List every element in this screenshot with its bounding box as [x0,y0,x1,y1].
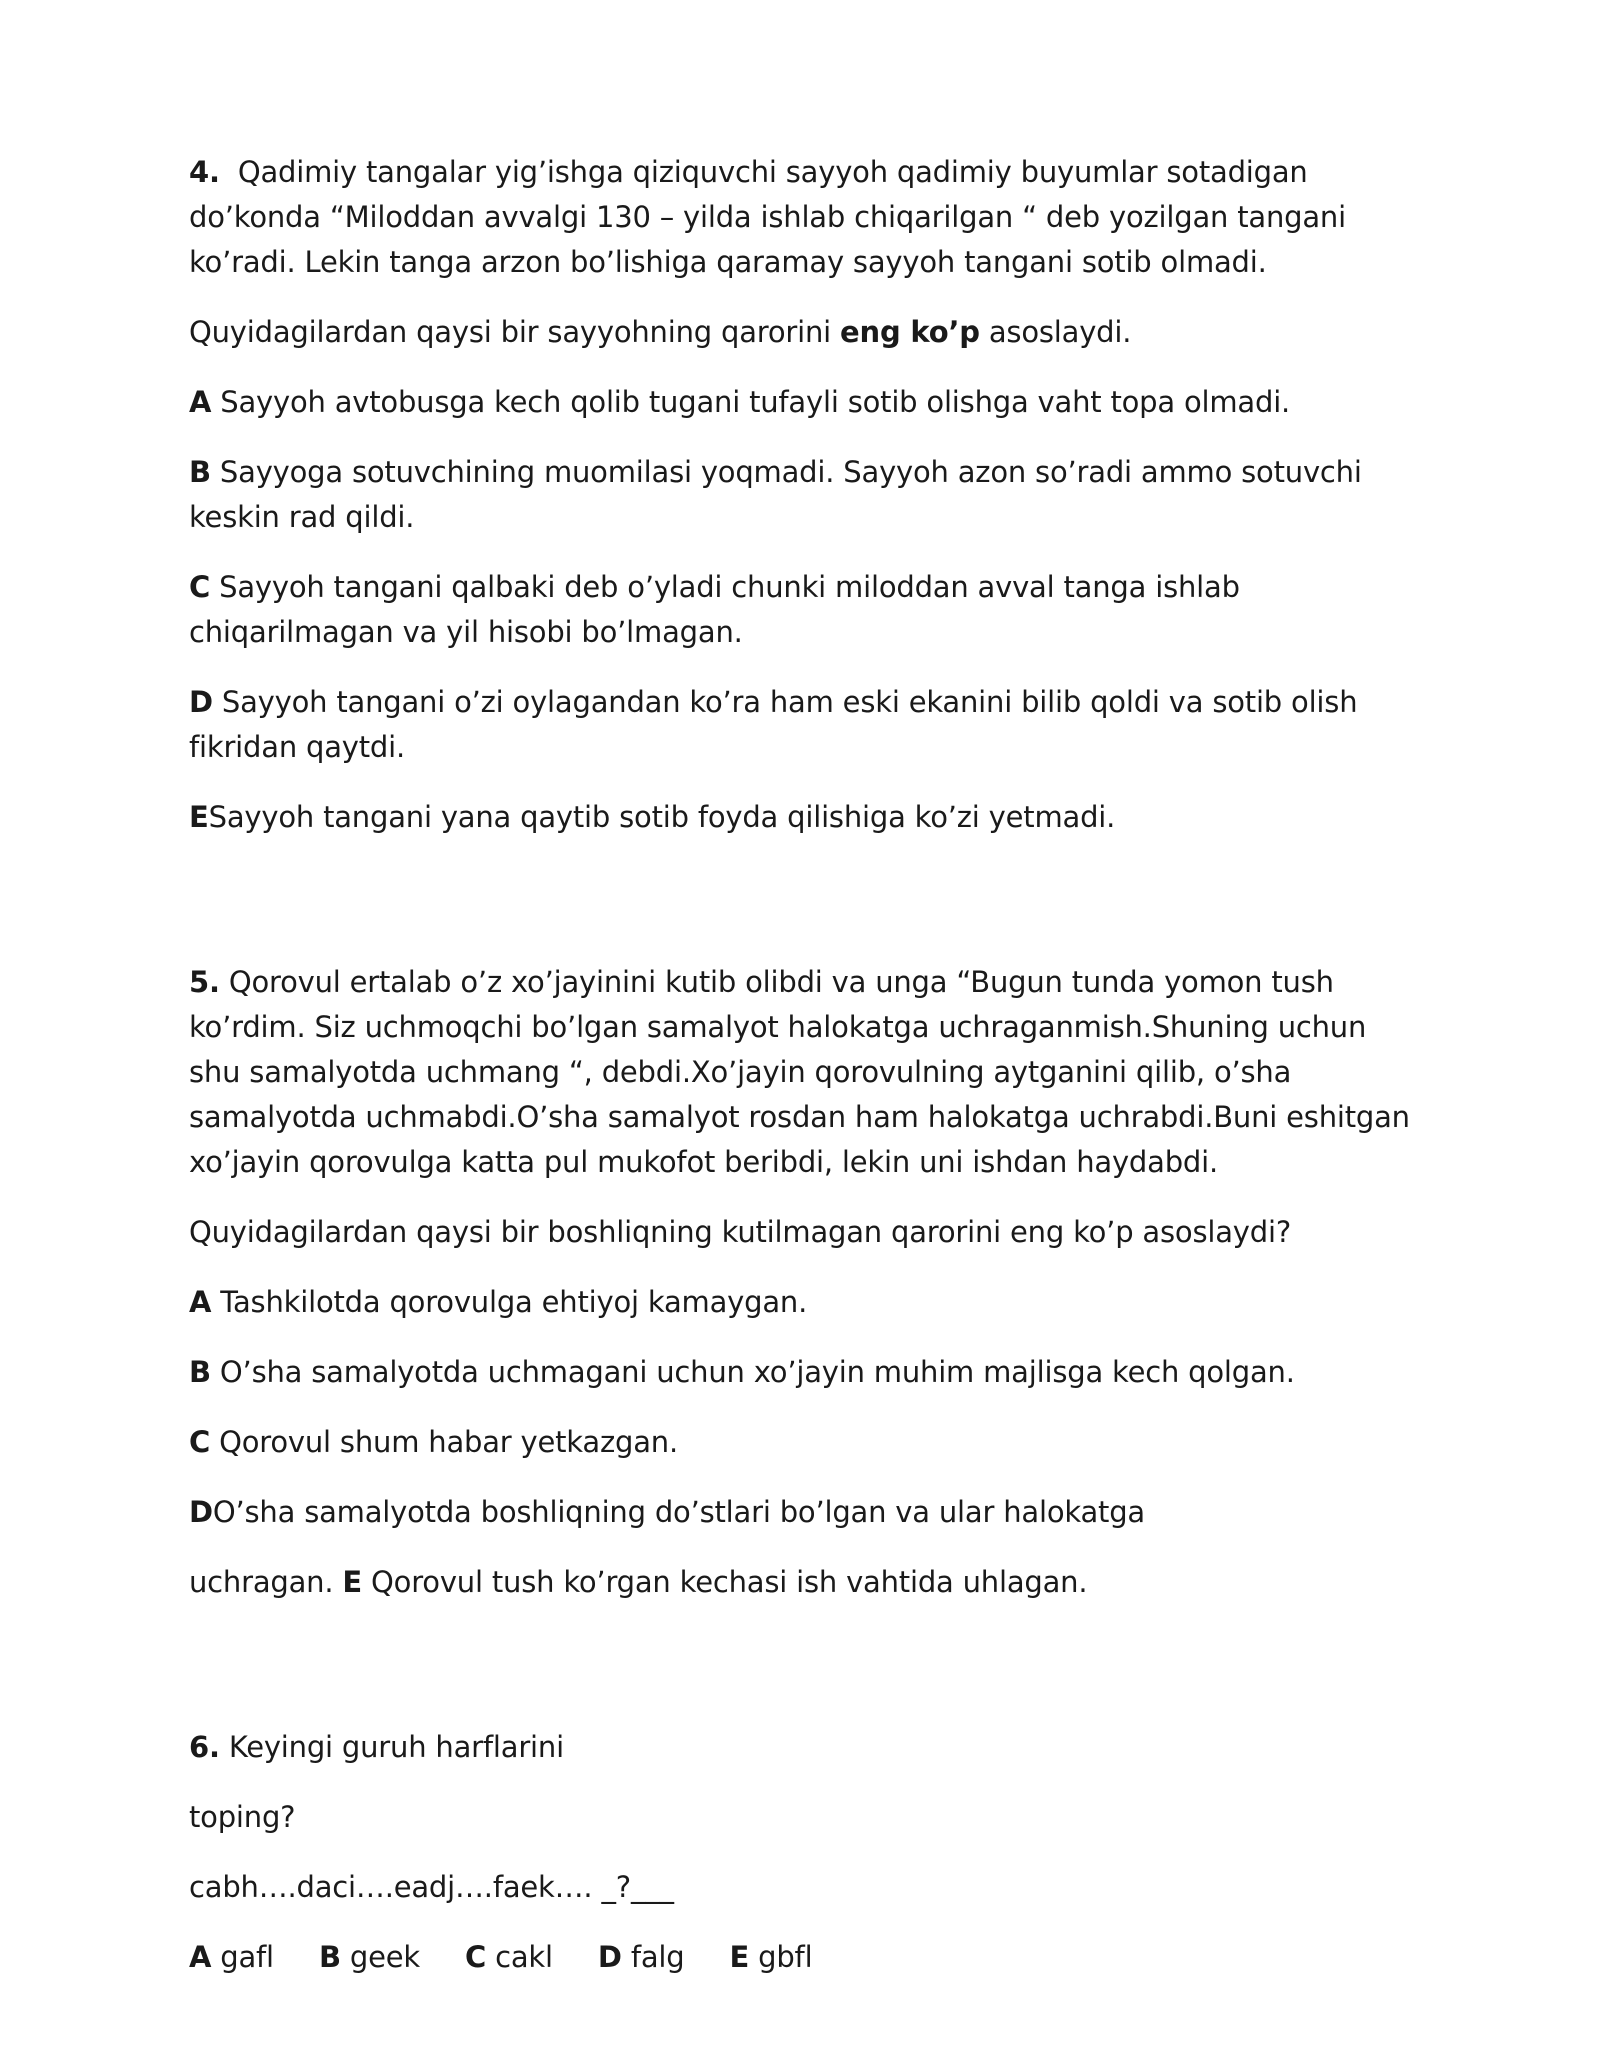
option-text: geek [340,1940,420,1974]
option-letter: C [189,570,211,604]
option-text: Tashkilotda qorovulga ehtiyoj kamaygan. [211,1285,808,1319]
question-5-option-d-e [189,1560,1419,1605]
question-4-option-a [189,380,1419,425]
option-text: O’sha samalyotda boshliqning do’stlari bo’lgan va ular halokatga [212,1495,1145,1529]
question-4-prompt-post: asoslaydi. [979,315,1132,349]
option-text: falg [621,1940,685,1974]
question-6-option-c [465,1940,553,1974]
question-4-prompt [189,310,1419,355]
section-spacer [189,1630,1419,1725]
question-4-prompt-bold: eng ko’p [840,315,980,349]
option-letter: E [342,1565,363,1599]
question-4-number: 4. [189,155,220,189]
question-5-stem [189,960,1419,1185]
document-page [189,150,1419,2005]
question-6-sequence: cabh….daci….eadj….faek…. _?___ [189,1870,674,1904]
question-5-number: 5. [189,965,220,999]
question-6-options [189,1935,1419,1980]
option-text: gafl [211,1940,274,1974]
option-text: Sayyoh tangani yana qaytib sotib foyda qilishiga ko’zi yetmadi. [208,800,1116,834]
option-text: Qorovul shum habar yetkazgan. [210,1425,678,1459]
option-text: O’sha samalyotda uchmagani uchun xo’jayin muhim majlisga kech qolgan. [210,1355,1295,1389]
option-text: Qorovul tush ko’rgan kechasi ish vahtida uhlagan. [362,1565,1088,1599]
option-letter: B [318,1940,341,1974]
question-5-stem-text: Qorovul ertalab o’z xo’jayinini kutib olibdi va unga “Bugun tunda yomon tush ko’rdim. Siz uchmoqchi bo’lgan samalyot halokatga uchraganmish.Shuning uchun shu samalyotda uchmang “, debdi.Xo’jayin qorovulning aytganini qilib, o’sha samalyotda uchmabdi.O’sha samalyot rosdan ham halokatga uchrabdi.Buni eshitgan xo’jayin qorovulga katta pul mukofot beribdi, lekin uni ishdan haydabdi. [189,965,1410,1179]
question-4 [189,150,1419,840]
option-letter: A [189,1940,212,1974]
option-text: Sayyoh avtobusga kech qolib tugani tufayli sotib olishga vaht topa olmadi. [211,385,1291,419]
option-letter: A [189,1285,212,1319]
option-text: Sayyoga sotuvchining muomilasi yoqmadi. Sayyoh azon so’radi ammo sotuvchi keskin rad qildi. [189,455,1362,534]
option-letter: D [189,1495,213,1529]
question-6-option-b [319,1940,420,1974]
option-text: gbfl [749,1940,813,1974]
question-4-stem-line2: do’konda “Miloddan avvalgi 130 – yilda ishlab chiqarilgan “ deb yozilgan tangani [189,200,1346,234]
option-letter: B [189,455,211,489]
question-6-stem [189,1725,1419,1770]
question-4-option-d [189,680,1419,770]
question-6-stem-line2: toping? [189,1800,296,1834]
question-4-stem-line3: ko’radi. Lekin tanga arzon bo’lishiga qaramay sayyoh tangani sotib olmadi. [189,245,1267,279]
question-5-option-d [189,1490,1419,1535]
question-4-option-e [189,795,1419,840]
option-letter: E [729,1940,750,1974]
question-6-number: 6. [189,1730,220,1764]
question-4-stem-line1: Qadimiy tangalar yig’ishga qiziquvchi sayyoh qadimiy buyumlar sotadigan [237,155,1308,189]
question-4-stem [189,150,1419,285]
question-4-prompt-pre: Quyidagilardan qaysi bir sayyohning qarorini [189,315,841,349]
option-letter: D [597,1940,622,1974]
option-text: Sayyoh tangani o’zi oylagandan ko’ra ham eski ekanini bilib qoldi va sotib olish fikridan qaytdi. [189,685,1358,764]
question-5-prompt: Quyidagilardan qaysi bir boshliqning kutilmagan qarorini eng ko’p asoslaydi? [189,1215,1292,1249]
question-5-option-a [189,1280,1419,1325]
question-5-option-b [189,1350,1419,1395]
option-letter: E [189,800,209,834]
question-6 [189,1725,1419,1980]
question-6-option-d [598,1940,685,1974]
question-6-stem-line1: Keyingi guruh harflarini [219,1730,564,1764]
question-4-option-c [189,565,1419,655]
option-letter: D [189,685,213,719]
question-6-option-a [189,1940,274,1974]
option-letter: C [465,1940,487,1974]
question-4-option-b [189,450,1419,540]
option-letter: C [189,1425,211,1459]
option-d-continuation: uchragan. [189,1565,343,1599]
question-5 [189,960,1419,1605]
section-spacer [189,865,1419,960]
option-letter: A [189,385,212,419]
option-text: cakl [486,1940,553,1974]
option-letter: B [189,1355,211,1389]
question-5-option-c [189,1420,1419,1465]
option-text: Sayyoh tangani qalbaki deb o’yladi chunki miloddan avval tanga ishlab chiqarilmagan va yil hisobi bo’lmagan. [189,570,1240,649]
question-6-option-e [730,1940,813,1974]
